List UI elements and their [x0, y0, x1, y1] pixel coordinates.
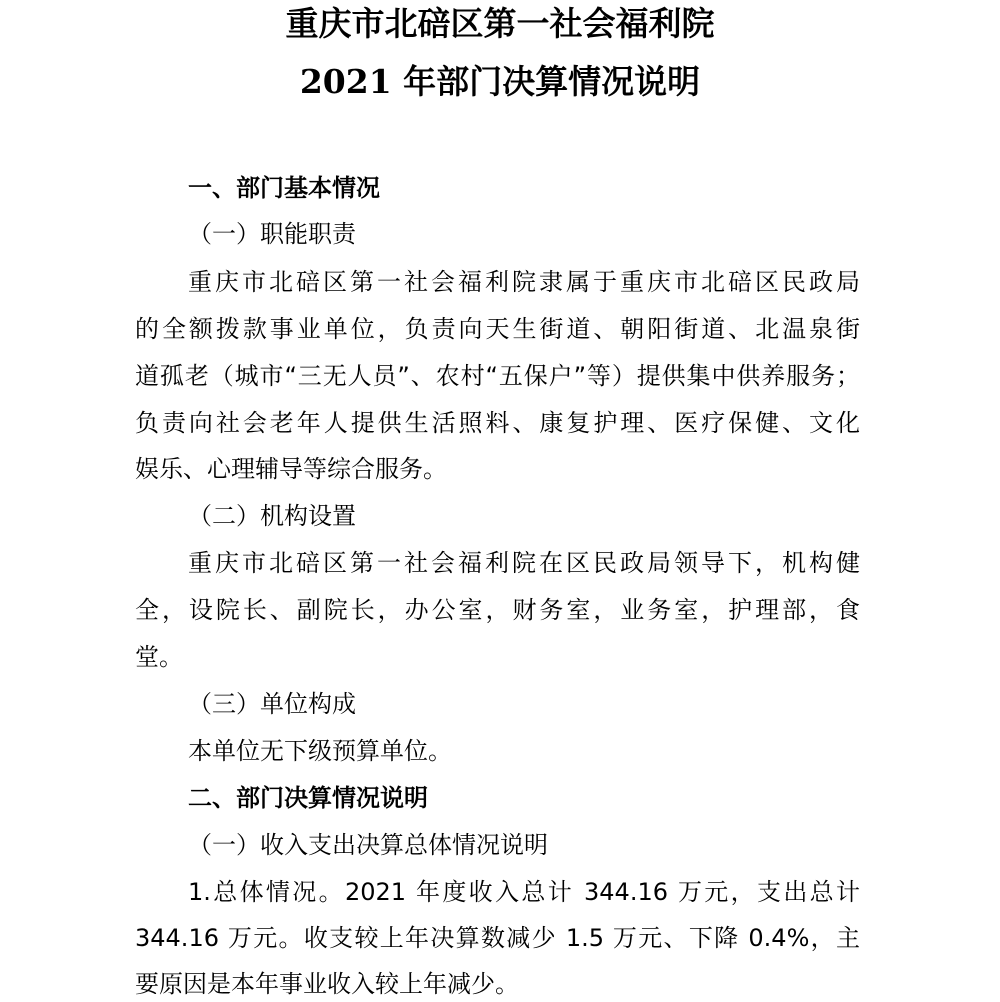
section-1-sub-3-heading: （三）单位构成	[188, 690, 356, 718]
paragraph-line: 全，设院长、副院长，办公室，财务室，业务室，护理部，食	[135, 596, 860, 624]
paragraph-line: 负责向社会老年人提供生活照料、康复护理、医疗保健、文化	[135, 409, 860, 437]
paragraph-line: 娱乐、心理辅导等综合服务。	[135, 455, 447, 483]
section-1-sub-1-heading: （一）职能职责	[188, 220, 356, 248]
paragraph-line: 道孤老（城市“三无人员”、农村“五保户”等）提供集中供养服务；	[135, 362, 860, 390]
paragraph-line: 要原因是本年事业收入较上年减少。	[135, 970, 519, 998]
section-2-sub-1-heading: （一）收入支出决算总体情况说明	[188, 831, 548, 859]
paragraph-line: 的全额拨款事业单位，负责向天生街道、朝阳街道、北温泉街	[135, 315, 860, 343]
paragraph-line: 重庆市北碚区第一社会福利院隶属于重庆市北碚区民政局	[188, 268, 860, 296]
section-1-heading: 一、部门基本情况	[188, 174, 380, 202]
document-title-line-2: 2021 年部门决算情况说明	[299, 62, 701, 101]
paragraph-line: 本单位无下级预算单位。	[188, 737, 452, 765]
paragraph-line: 1.总体情况。2021 年度收入总计 344.16 万元，支出总计	[188, 878, 860, 906]
paragraph-line: 堂。	[135, 643, 183, 671]
paragraph-line: 重庆市北碚区第一社会福利院在区民政局领导下，机构健	[188, 549, 860, 577]
section-2-heading: 二、部门决算情况说明	[188, 784, 428, 812]
document-title-line-1: 重庆市北碚区第一社会福利院	[285, 4, 715, 43]
section-1-sub-2-heading: （二）机构设置	[188, 502, 356, 530]
paragraph-line: 344.16 万元。收支较上年决算数减少 1.5 万元、下降 0.4%，主	[135, 924, 860, 952]
